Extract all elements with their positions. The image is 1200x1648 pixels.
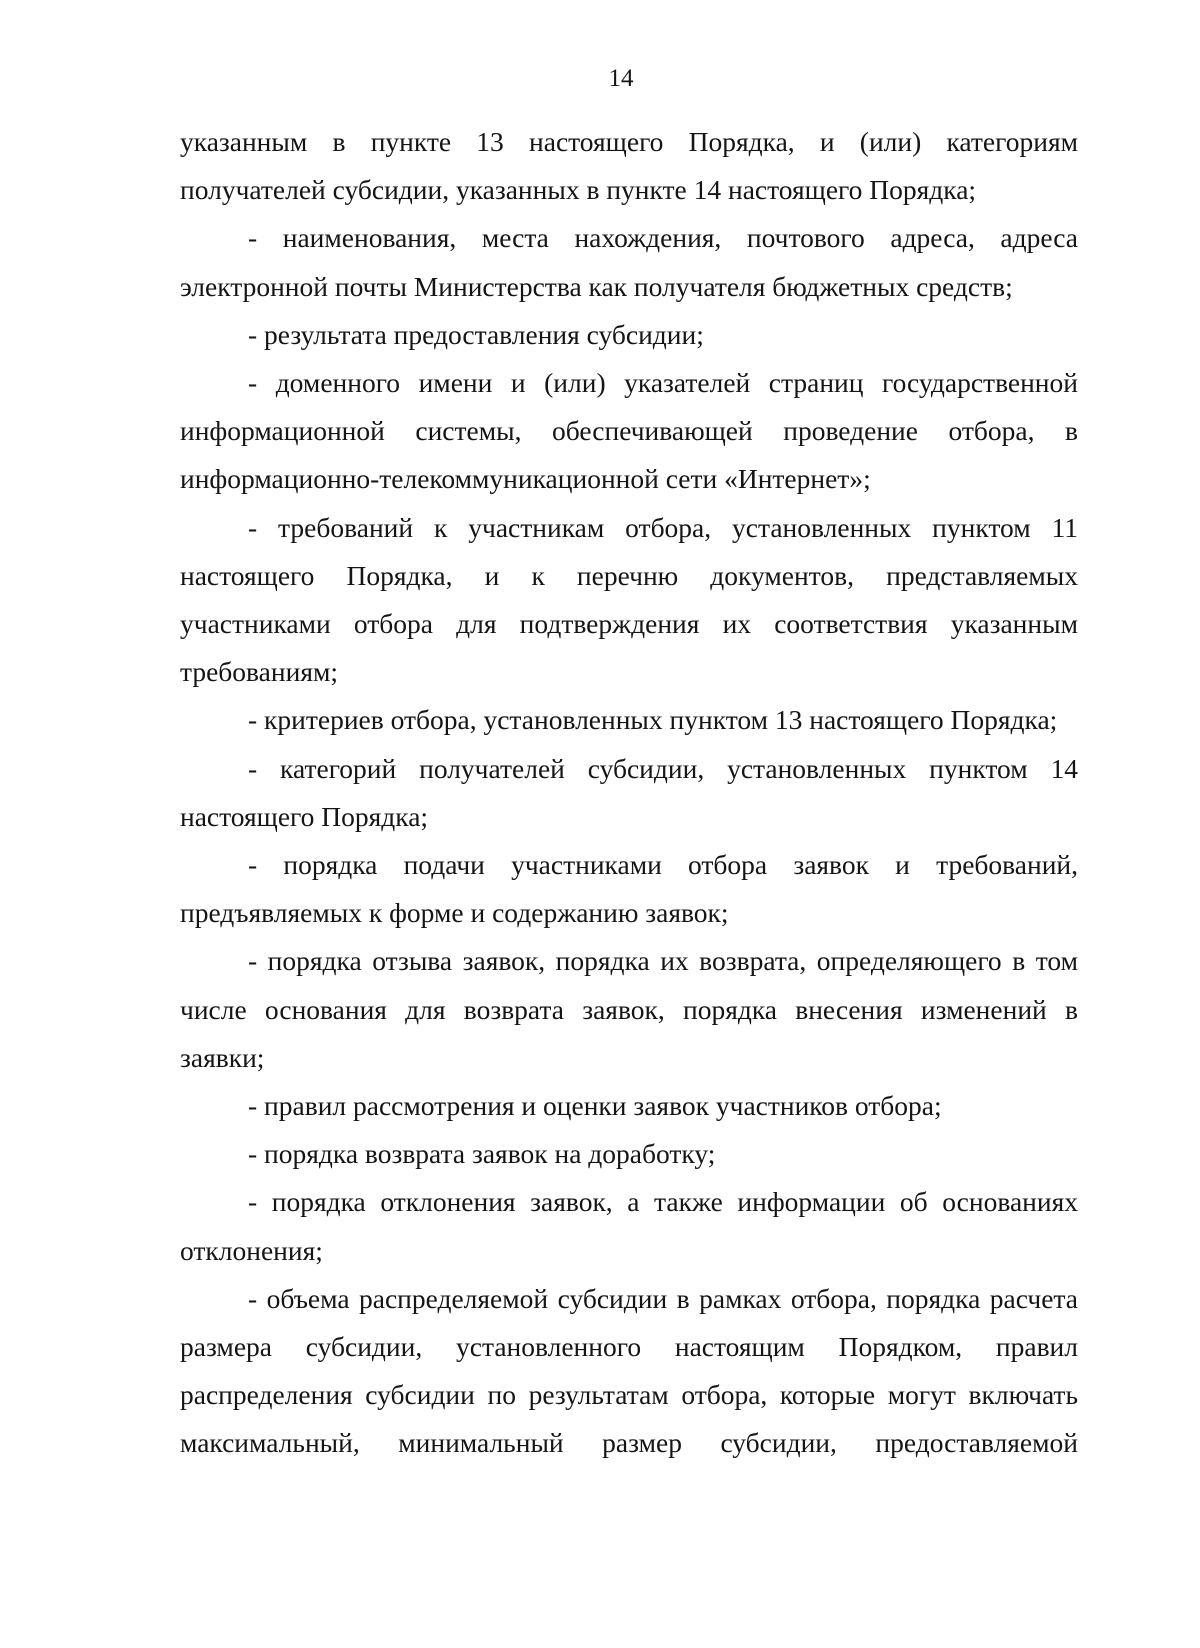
document-body xyxy=(180,118,1078,1468)
page-number: 14 xyxy=(608,65,634,92)
list-item-criteria: - критериев отбора, установленных пунктом 13 настоящего Порядка; xyxy=(248,704,1058,736)
list-item-return: - порядка возврата заявок на доработку; xyxy=(248,1138,716,1170)
list-item-domain: - доменного имени и (или) указателей страниц государственной информационной системы, обеспечивающей проведение отбора, в информационно-телекоммуникационной сети «Интернет»; xyxy=(180,367,1078,495)
list-item-categories: - категорий получателей субсидии, установленных пунктом 14 настоящего Порядка; xyxy=(180,752,1078,832)
list-item-rejection: - порядка отклонения заявок, а также информации об основаниях отклонения; xyxy=(180,1186,1078,1266)
list-item-name-address: - наименования, места нахождения, почтового адреса, адреса электронной почты Министерства как получателя бюджетных средств; xyxy=(180,222,1078,302)
list-item-volume: - объема распределяемой субсидии в рамках отбора, порядка расчета размера субсидии, установленного настоящим Порядком, правил распределения субсидии по результатам отбора, которые могут включать максимальный, минимальный размер субсидии, предоставляемой xyxy=(180,1282,1078,1459)
list-item-result: - результата предоставления субсидии; xyxy=(248,318,704,350)
list-item-requirements: - требований к участникам отбора, установленных пунктом 11 настоящего Порядка, и к перечню документов, представляемых участниками отбора для подтверждения их соответствия указанным требованиям; xyxy=(180,511,1078,688)
list-item-review-rules: - правил рассмотрения и оценки заявок участников отбора; xyxy=(248,1090,942,1122)
list-item-submission: - порядка подачи участниками отбора заявок и требований, предъявляемых к форме и содержанию заявок; xyxy=(180,849,1078,929)
list-item-withdrawal: - порядка отзыва заявок, порядка их возврата, определяющего в том числе основания для возврата заявок, порядка внесения изменений в заявки; xyxy=(180,945,1078,1073)
paragraph-continuation: указанным в пункте 13 настоящего Порядка, и (или) категориям получателей субсидии, указанных в пункте 14 настоящего Порядка; xyxy=(180,126,1078,206)
